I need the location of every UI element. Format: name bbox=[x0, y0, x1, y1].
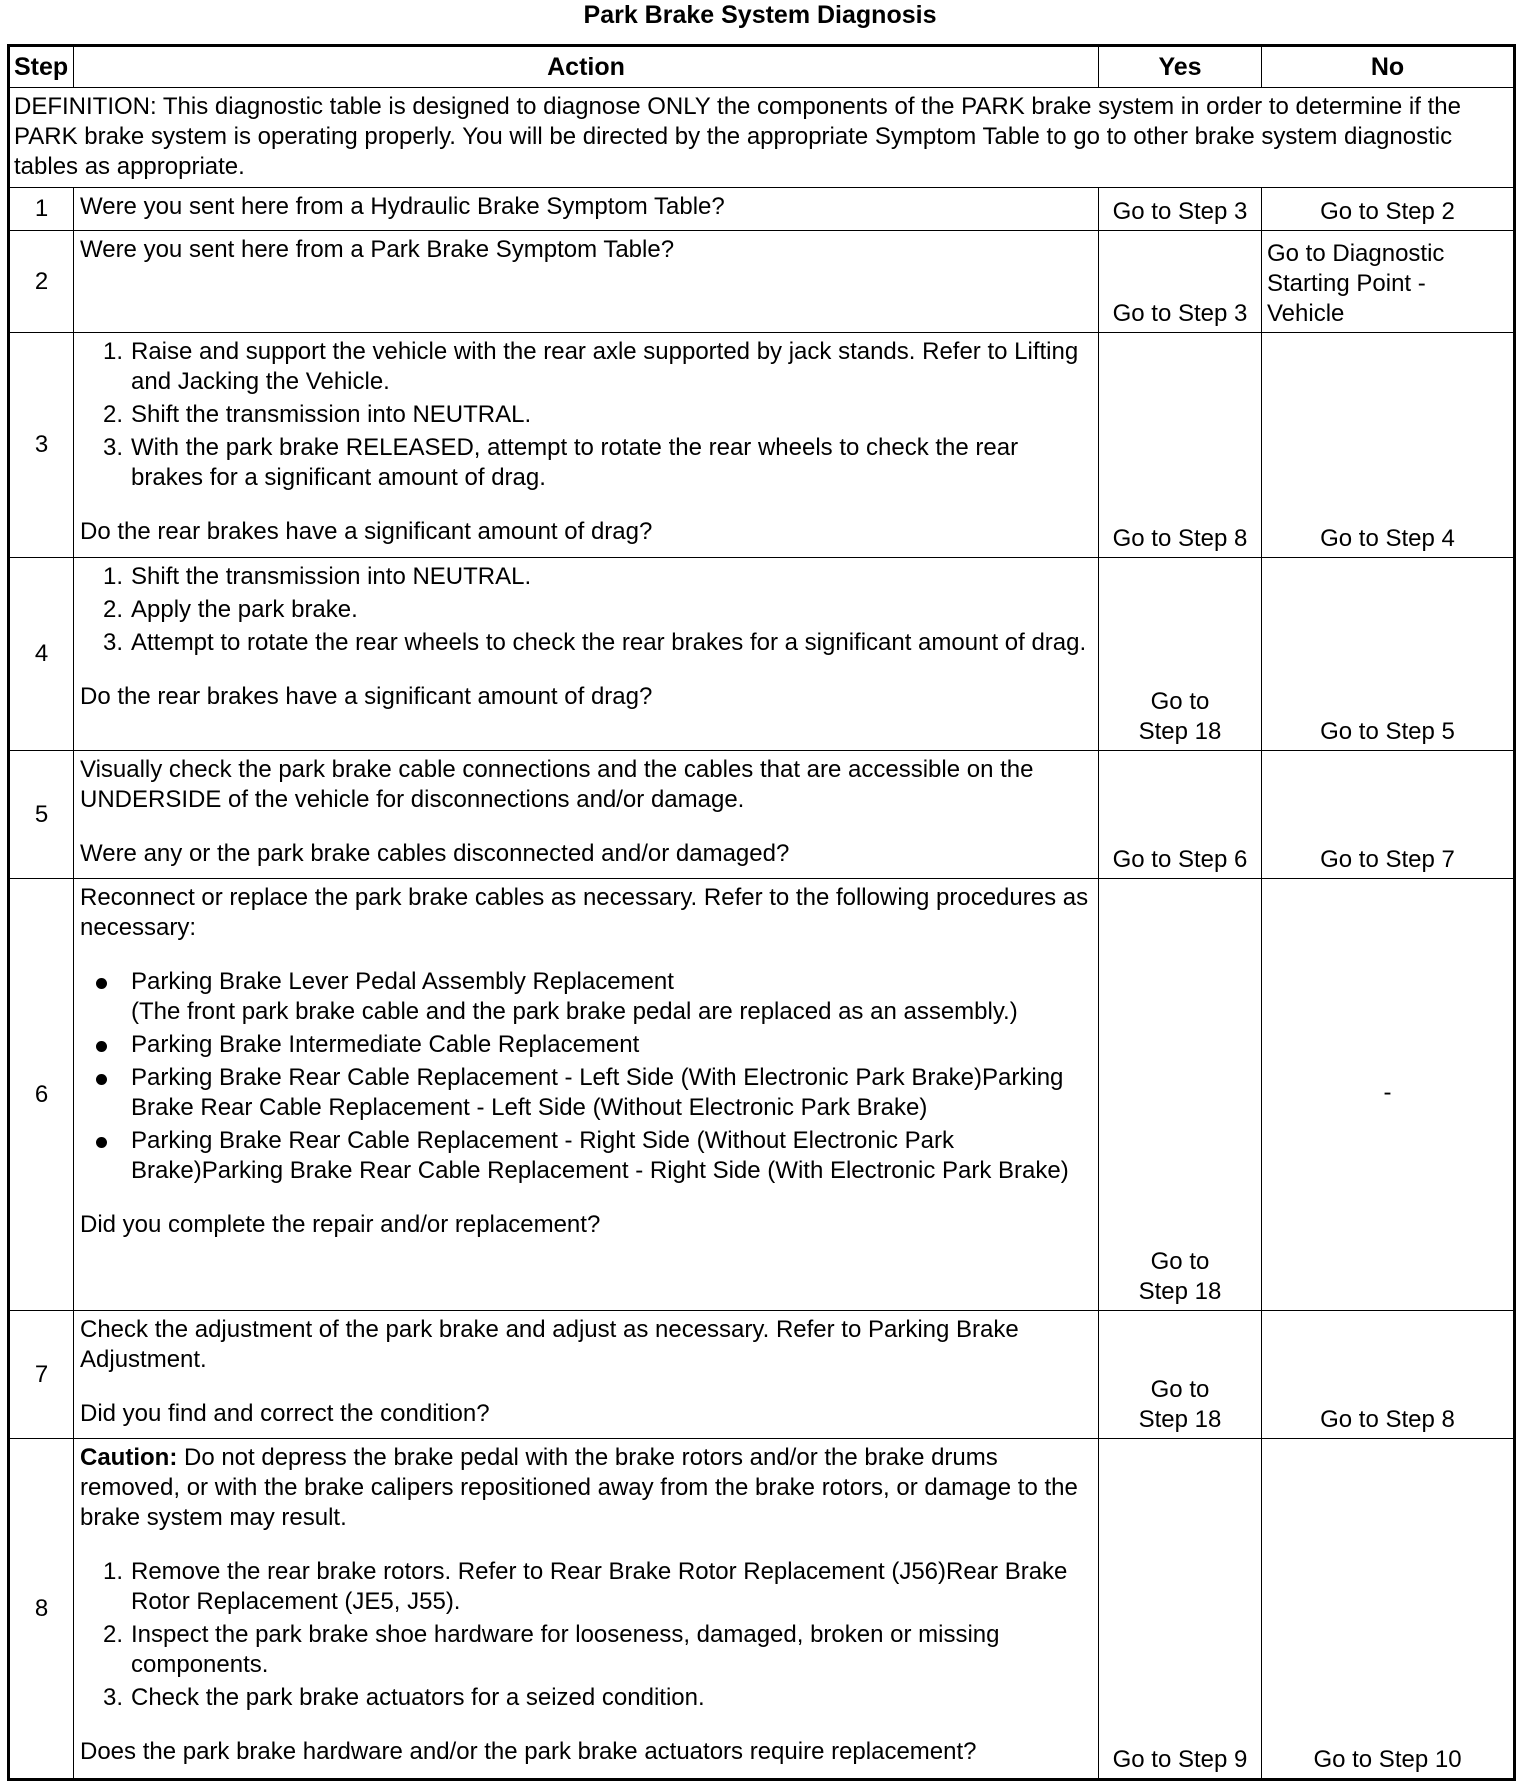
step-number: 8 bbox=[9, 1439, 74, 1780]
step-number: 5 bbox=[9, 751, 74, 879]
no-cell: - bbox=[1262, 879, 1515, 1311]
list-item: 2. Inspect the park brake shoe hardware for looseness, damaged, broken or missing components. bbox=[102, 1621, 1000, 1678]
table-row bbox=[9, 558, 1515, 751]
bullet-item: Parking Brake Rear Cable Replacement - Left Side (With Electronic Park Brake)Parking Brake Rear Cable Replacement - Left Side (Without Electronic Park Brake) bbox=[80, 1063, 1092, 1123]
header-row bbox=[9, 46, 1515, 88]
list-item: 3. With the park brake RELEASED, attempt to rotate the rear wheels to check the rear brakes for a significant amount of drag. bbox=[102, 434, 1019, 491]
action-cell bbox=[74, 558, 1099, 751]
diagnosis-table bbox=[7, 44, 1516, 1781]
header-step: Step bbox=[9, 46, 74, 88]
page-title: Park Brake System Diagnosis bbox=[583, 1, 937, 29]
table-row bbox=[9, 751, 1515, 879]
step-number: 2 bbox=[9, 231, 74, 333]
action-cell bbox=[74, 879, 1099, 1311]
yes-cell: Go to Step 18 bbox=[1099, 1311, 1262, 1439]
question-text: Does the park brake hardware and/or the park brake actuators require replacement? bbox=[80, 1738, 977, 1765]
definition-row bbox=[9, 88, 1515, 188]
no-cell: Go to Step 5 bbox=[1262, 558, 1515, 751]
yes-cell: Go to Step 8 bbox=[1099, 333, 1262, 558]
no-cell: Go to Step 8 bbox=[1262, 1311, 1515, 1439]
bullet-icon bbox=[96, 1137, 107, 1148]
bullet-item: Parking Brake Intermediate Cable Replacement bbox=[80, 1030, 1092, 1060]
no-cell: Go to Diagnostic Starting Point - Vehicle bbox=[1262, 231, 1515, 333]
header-no: No bbox=[1262, 46, 1515, 88]
table-row bbox=[9, 1439, 1515, 1780]
intro-text: Visually check the park brake cable connections and the cables that are accessible on the UNDERSIDE of the vehicle for disconnections and/or damage. bbox=[80, 756, 1034, 813]
question-text: Were you sent here from a Hydraulic Brake Symptom Table? bbox=[80, 193, 725, 220]
step-number: 6 bbox=[9, 879, 74, 1311]
list-item: 3. Check the park brake actuators for a seized condition. bbox=[102, 1684, 705, 1711]
header-yes: Yes bbox=[1099, 46, 1262, 88]
question-text: Do the rear brakes have a significant amount of drag? bbox=[80, 518, 653, 545]
yes-cell: Go to Step 3 bbox=[1099, 231, 1262, 333]
question-text: Do the rear brakes have a significant amount of drag? bbox=[80, 683, 653, 710]
step-number: 1 bbox=[9, 188, 74, 231]
question-text: Did you complete the repair and/or replacement? bbox=[80, 1211, 601, 1238]
action-cell bbox=[74, 188, 1099, 231]
list-item: 1. Shift the transmission into NEUTRAL. bbox=[102, 563, 532, 590]
caution-text: Caution: Do not depress the brake pedal with the brake rotors and/or the brake drums removed, or with the brake calipers repositioned away from the brake rotors, or damage to the brake system may result. bbox=[80, 1444, 1078, 1531]
table-row bbox=[9, 231, 1515, 333]
yes-cell: Go to Step 6 bbox=[1099, 751, 1262, 879]
yes-cell: Go to Step 3 bbox=[1099, 188, 1262, 231]
question-text: Were any or the park brake cables disconnected and/or damaged? bbox=[80, 840, 790, 867]
list-item: 3. Attempt to rotate the rear wheels to check the rear brakes for a significant amount of drag. bbox=[102, 629, 1087, 656]
list-item: 1. Remove the rear brake rotors. Refer to Rear Brake Rotor Replacement (J56)Rear Brake Rotor Replacement (JE5, J55). bbox=[102, 1558, 1068, 1615]
list-item: 2. Shift the transmission into NEUTRAL. bbox=[102, 401, 532, 428]
no-cell: Go to Step 7 bbox=[1262, 751, 1515, 879]
no-cell: Go to Step 4 bbox=[1262, 333, 1515, 558]
action-cell bbox=[74, 1311, 1099, 1439]
bullet-icon bbox=[96, 1041, 107, 1052]
action-cell bbox=[74, 231, 1099, 333]
question-text: Were you sent here from a Park Brake Symptom Table? bbox=[80, 236, 675, 263]
document bbox=[7, 0, 1513, 1781]
intro-text: Check the adjustment of the park brake and adjust as necessary. Refer to Parking Brake Adjustment. bbox=[80, 1316, 1019, 1373]
table-row bbox=[9, 879, 1515, 1311]
table-row bbox=[9, 1311, 1515, 1439]
bullet-item: Parking Brake Rear Cable Replacement - Right Side (Without Electronic Park Brake)Parking Brake Rear Cable Replacement - Right Side (With Electronic Park Brake) bbox=[80, 1126, 1092, 1186]
action-cell bbox=[74, 751, 1099, 879]
bullet-item: Parking Brake Lever Pedal Assembly Replacement (The front park brake cable and the park brake pedal are replaced as an assembly.) bbox=[80, 967, 1092, 1027]
yes-cell: Go to Step 18 bbox=[1099, 558, 1262, 751]
yes-cell: Go to Step 9 bbox=[1099, 1439, 1262, 1780]
definition-text: DEFINITION: This diagnostic table is designed to diagnose ONLY the components of the PARK brake system in order to determine if the PARK brake system is operating properly. You will be directed by the appropriate Symptom Table to go to other brake system diagnostic tables as appropriate. bbox=[9, 88, 1515, 188]
action-cell bbox=[74, 1439, 1099, 1780]
intro-text: Reconnect or replace the park brake cables as necessary. Refer to the following procedures as necessary: bbox=[80, 884, 1089, 941]
table-row bbox=[9, 333, 1515, 558]
no-cell: Go to Step 10 bbox=[1262, 1439, 1515, 1780]
caution-label: Caution: bbox=[80, 1444, 178, 1471]
no-cell: Go to Step 2 bbox=[1262, 188, 1515, 231]
step-number: 7 bbox=[9, 1311, 74, 1439]
list-item: 1. Raise and support the vehicle with the rear axle supported by jack stands. Refer to Lifting and Jacking the Vehicle. bbox=[102, 338, 1079, 395]
table-row bbox=[9, 188, 1515, 231]
step-number: 4 bbox=[9, 558, 74, 751]
bullet-note: (The front park brake cable and the park brake pedal are replaced as an assembly.) bbox=[131, 998, 1018, 1025]
bullet-icon bbox=[96, 978, 107, 989]
step-number: 3 bbox=[9, 333, 74, 558]
bullet-icon bbox=[96, 1074, 107, 1085]
action-cell bbox=[74, 333, 1099, 558]
yes-cell: Go to Step 18 bbox=[1099, 879, 1262, 1311]
question-text: Did you find and correct the condition? bbox=[80, 1400, 490, 1427]
header-action: Action bbox=[74, 46, 1099, 88]
list-item: 2. Apply the park brake. bbox=[102, 596, 358, 623]
